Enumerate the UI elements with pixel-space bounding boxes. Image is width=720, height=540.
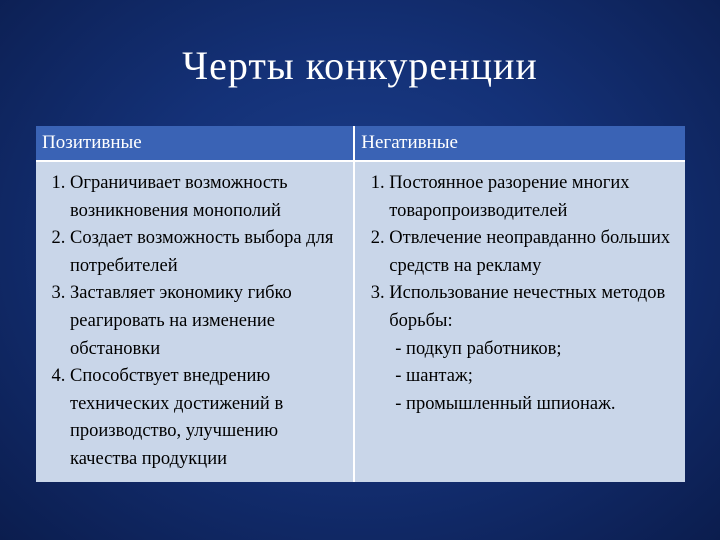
table-body-row (36, 161, 685, 482)
sub-item: - шантаж; (395, 366, 473, 387)
list-item: 1. Постоянное разорение многих товаропроизводителей (389, 170, 681, 225)
list-item: 3. Заставляет экономику гибко реагировать на изменение обстановки (70, 280, 349, 363)
sub-item: - промышленный шпионаж. (395, 393, 616, 414)
comparison-table (36, 126, 685, 482)
header-negative: Негативные (354, 126, 685, 161)
negative-list (361, 170, 681, 418)
list-item: 1. Ограничивает возможность возникновения монополий (70, 170, 349, 225)
negative-column (354, 161, 685, 482)
table-header-row (36, 126, 685, 161)
list-item-text: Использование нечестных методов борьбы: (389, 283, 666, 331)
list-item: 4. Способствует внедрению технических достижений в производство, улучшению качества продукции (70, 363, 349, 473)
list-item (389, 280, 681, 418)
header-positive: Позитивные (36, 126, 354, 161)
list-item: 2. Отвлечение неоправданно больших средств на рекламу (389, 225, 681, 280)
sub-item: - подкуп работников; (395, 338, 562, 359)
positive-list (42, 170, 349, 474)
list-item: 2. Создает возможность выбора для потребителей (70, 225, 349, 280)
slide-title: Черты конкуренции (182, 43, 538, 88)
positive-column (36, 161, 354, 482)
